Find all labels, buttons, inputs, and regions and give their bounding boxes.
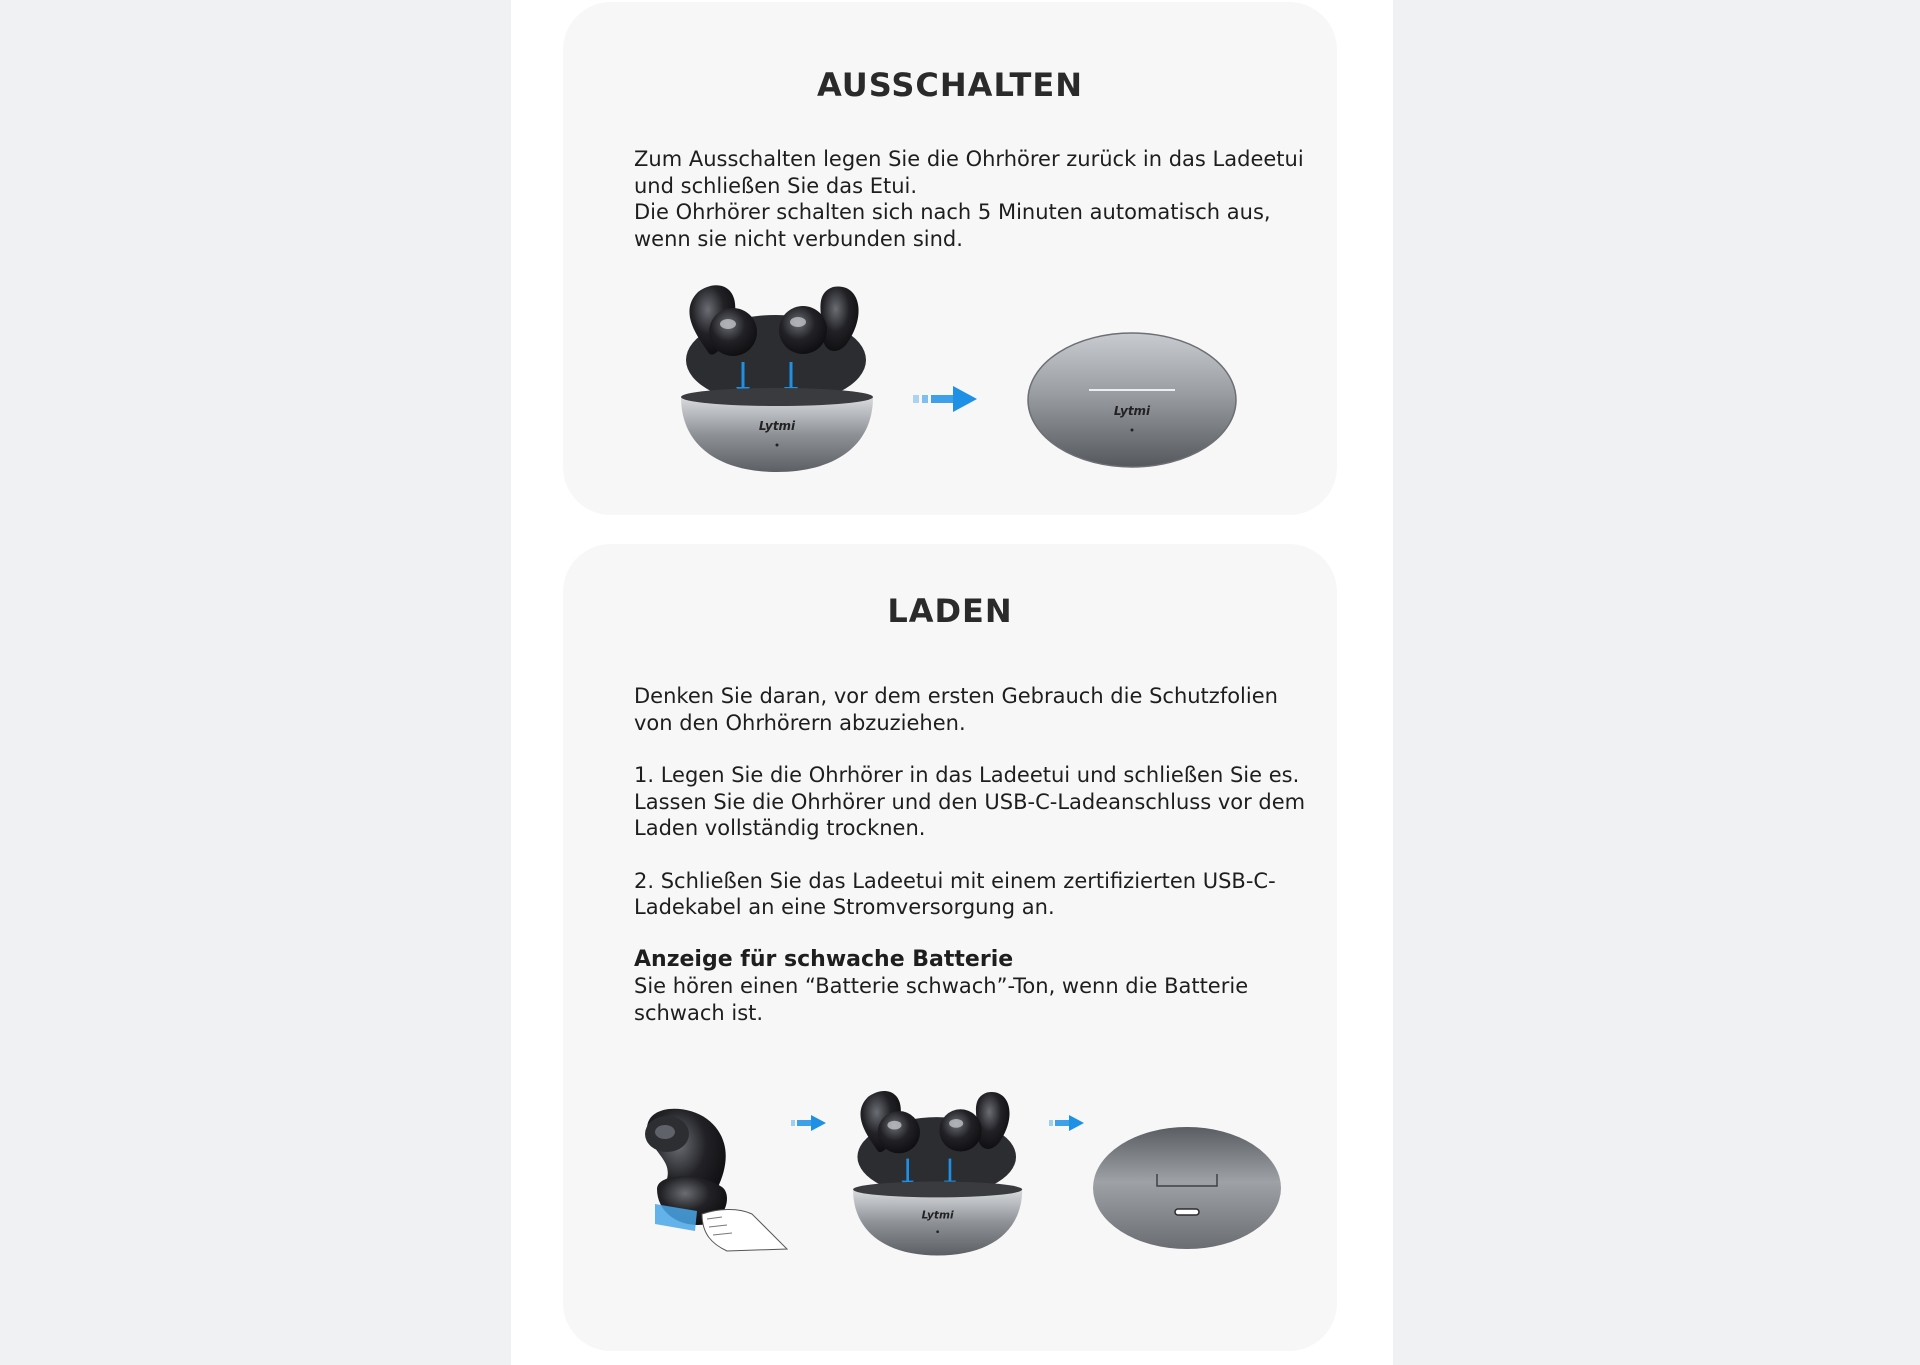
brand-logo: Lytmi	[1113, 404, 1151, 418]
arrow-right-icon	[791, 1114, 827, 1132]
paragraph: Die Ohrhörer schalten sich nach 5 Minuten automatisch aus, wenn sie nicht verbunden sind.	[634, 200, 1271, 251]
section-text	[634, 683, 1314, 1026]
section-power-off	[563, 2, 1337, 515]
open-case-illustration	[673, 282, 883, 477]
earbud-peel-illustration	[637, 1099, 807, 1259]
brand-logo: Lytmi	[921, 1209, 954, 1222]
brand-logo: Lytmi	[758, 419, 796, 433]
usb-c-port-icon	[1175, 1209, 1199, 1215]
open-case-illustration	[846, 1084, 1031, 1264]
section-text	[634, 146, 1314, 252]
section-charging	[563, 544, 1337, 1351]
section-title: AUSSCHALTEN	[816, 66, 1083, 104]
paragraph: Denken Sie daran, vor dem ersten Gebrauch die Schutzfolien von den Ohrhörern abzuziehen.	[634, 684, 1278, 735]
paragraph: 2. Schließen Sie das Ladeetui mit einem zertifizierten USB-C-Ladekabel an eine Stromversorgung an.	[634, 868, 1276, 919]
subheading: Anzeige für schwache Batterie	[634, 946, 1014, 972]
paragraph: Sie hören einen “Batterie schwach”-Ton, wenn die Batterie schwach ist.	[634, 974, 1249, 1025]
closed-case-back-illustration	[1091, 1124, 1283, 1252]
paragraph: Zum Ausschalten legen Sie die Ohrhörer zurück in das Ladeetui und schließen Sie das Etui.	[634, 147, 1304, 198]
arrow-right-icon	[913, 384, 979, 414]
closed-case-illustration	[1025, 330, 1240, 470]
arrow-right-icon	[1049, 1114, 1085, 1132]
section-title: LADEN	[887, 592, 1013, 630]
manual-page	[511, 0, 1393, 1365]
paragraph: 1. Legen Sie die Ohrhörer in das Ladeetui und schließen Sie es. Lassen Sie die Ohrhörer und den USB-C-Ladeanschluss vor dem Laden vollständig trocknen.	[634, 763, 1306, 840]
